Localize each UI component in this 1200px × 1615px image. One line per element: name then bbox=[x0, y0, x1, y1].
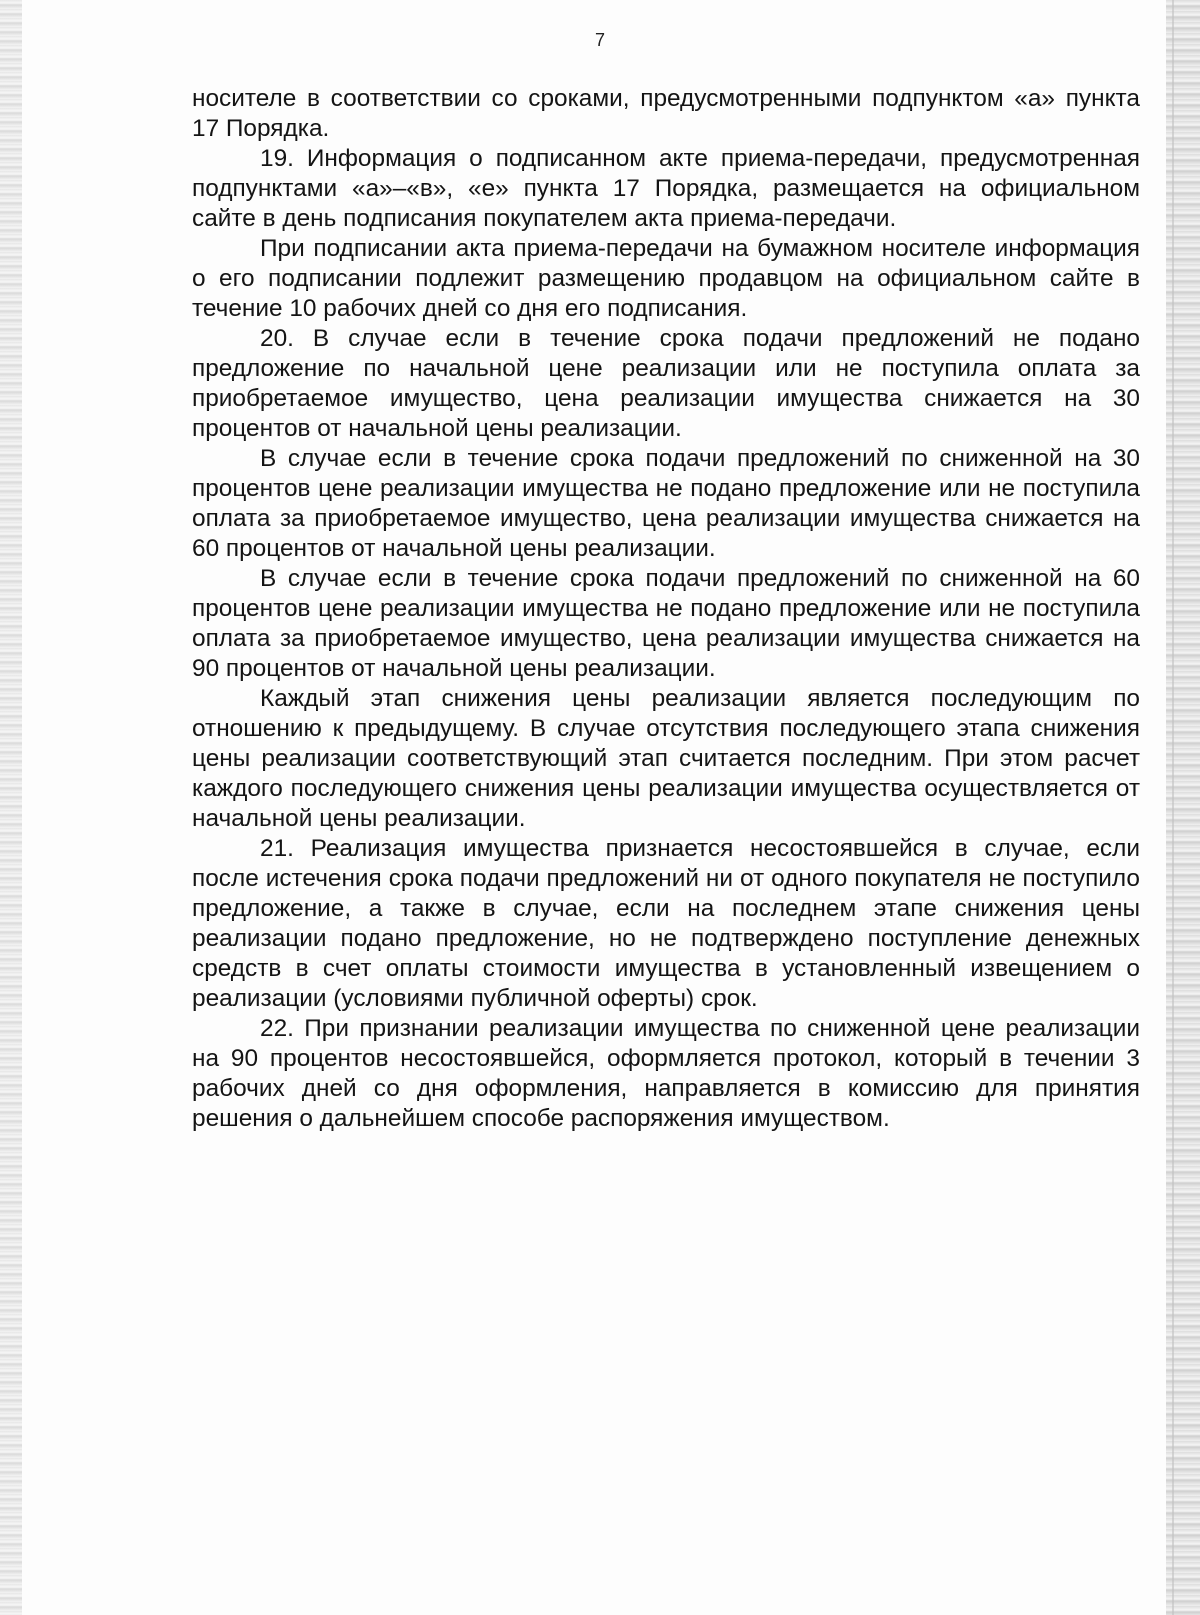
paragraph-2: 19. Информация о подписанном акте приема-передачи, предусмотренная подпунктами «а»–«в», «е» пункта 17 Порядка, размещается на официальном сайте в день подписания покупателем акта приема-передачи. bbox=[192, 145, 1140, 232]
paragraph-3: При подписании акта приема-передачи на бумажном носителе информация о его подписании подлежит размещению продавцом на официальном сайте в течение 10 рабочих дней со дня его подписания. bbox=[192, 235, 1140, 322]
paragraph-6: В случае если в течение срока подачи предложений по сниженной на 60 процентов цене реализации имущества не подано предложение или не поступила оплата за приобретаемое имущество, цена реализации имущества снижается на 90 процентов от начальной цены реализации. bbox=[192, 565, 1140, 682]
paragraph-7: Каждый этап снижения цены реализации является последующим по отношению к предыдущему. В случае отсутствия последующего этапа снижения цены реализации соответствующий этап считается последним. При этом расчет каждого последующего снижения цены реализации имущества осуществляется от начальной цены реализации. bbox=[192, 685, 1140, 832]
scan-edge-left bbox=[0, 0, 22, 1615]
document-body bbox=[192, 84, 1140, 1134]
page-number: 7 bbox=[594, 30, 605, 50]
paragraph-1: носителе в соответствии со сроками, предусмотренными подпунктом «а» пункта 17 Порядка. bbox=[192, 85, 1140, 142]
paragraph-4: 20. В случае если в течение срока подачи предложений не подано предложение по начальной цене реализации или не поступила оплата за приобретаемое имущество, цена реализации имущества снижается на 30 процентов от начальной цены реализации. bbox=[192, 325, 1140, 442]
paragraph-5: В случае если в течение срока подачи предложений по сниженной на 30 процентов цене реализации имущества не подано предложение или не поступила оплата за приобретаемое имущество, цена реализации имущества снижается на 60 процентов от начальной цены реализации. bbox=[192, 445, 1140, 562]
paragraph-8: 21. Реализация имущества признается несостоявшейся в случае, если после истечения срока подачи предложений ни от одного покупателя не поступило предложение, а также в случае, если на последнем этапе снижения цены реализации подано предложение, но не подтверждено поступление денежных средств в счет оплаты стоимости имущества в установленный извещением о реализации (условиями публичной оферты) срок. bbox=[192, 835, 1140, 1012]
paragraph-9: 22. При признании реализации имущества по сниженной цене реализации на 90 процентов несостоявшейся, оформляется протокол, который в течении 3 рабочих дней со дня оформления, направляется в комиссию для принятия решения о дальнейшем способе распоряжения имуществом. bbox=[192, 1015, 1140, 1132]
scan-edge-right bbox=[1166, 0, 1200, 1615]
